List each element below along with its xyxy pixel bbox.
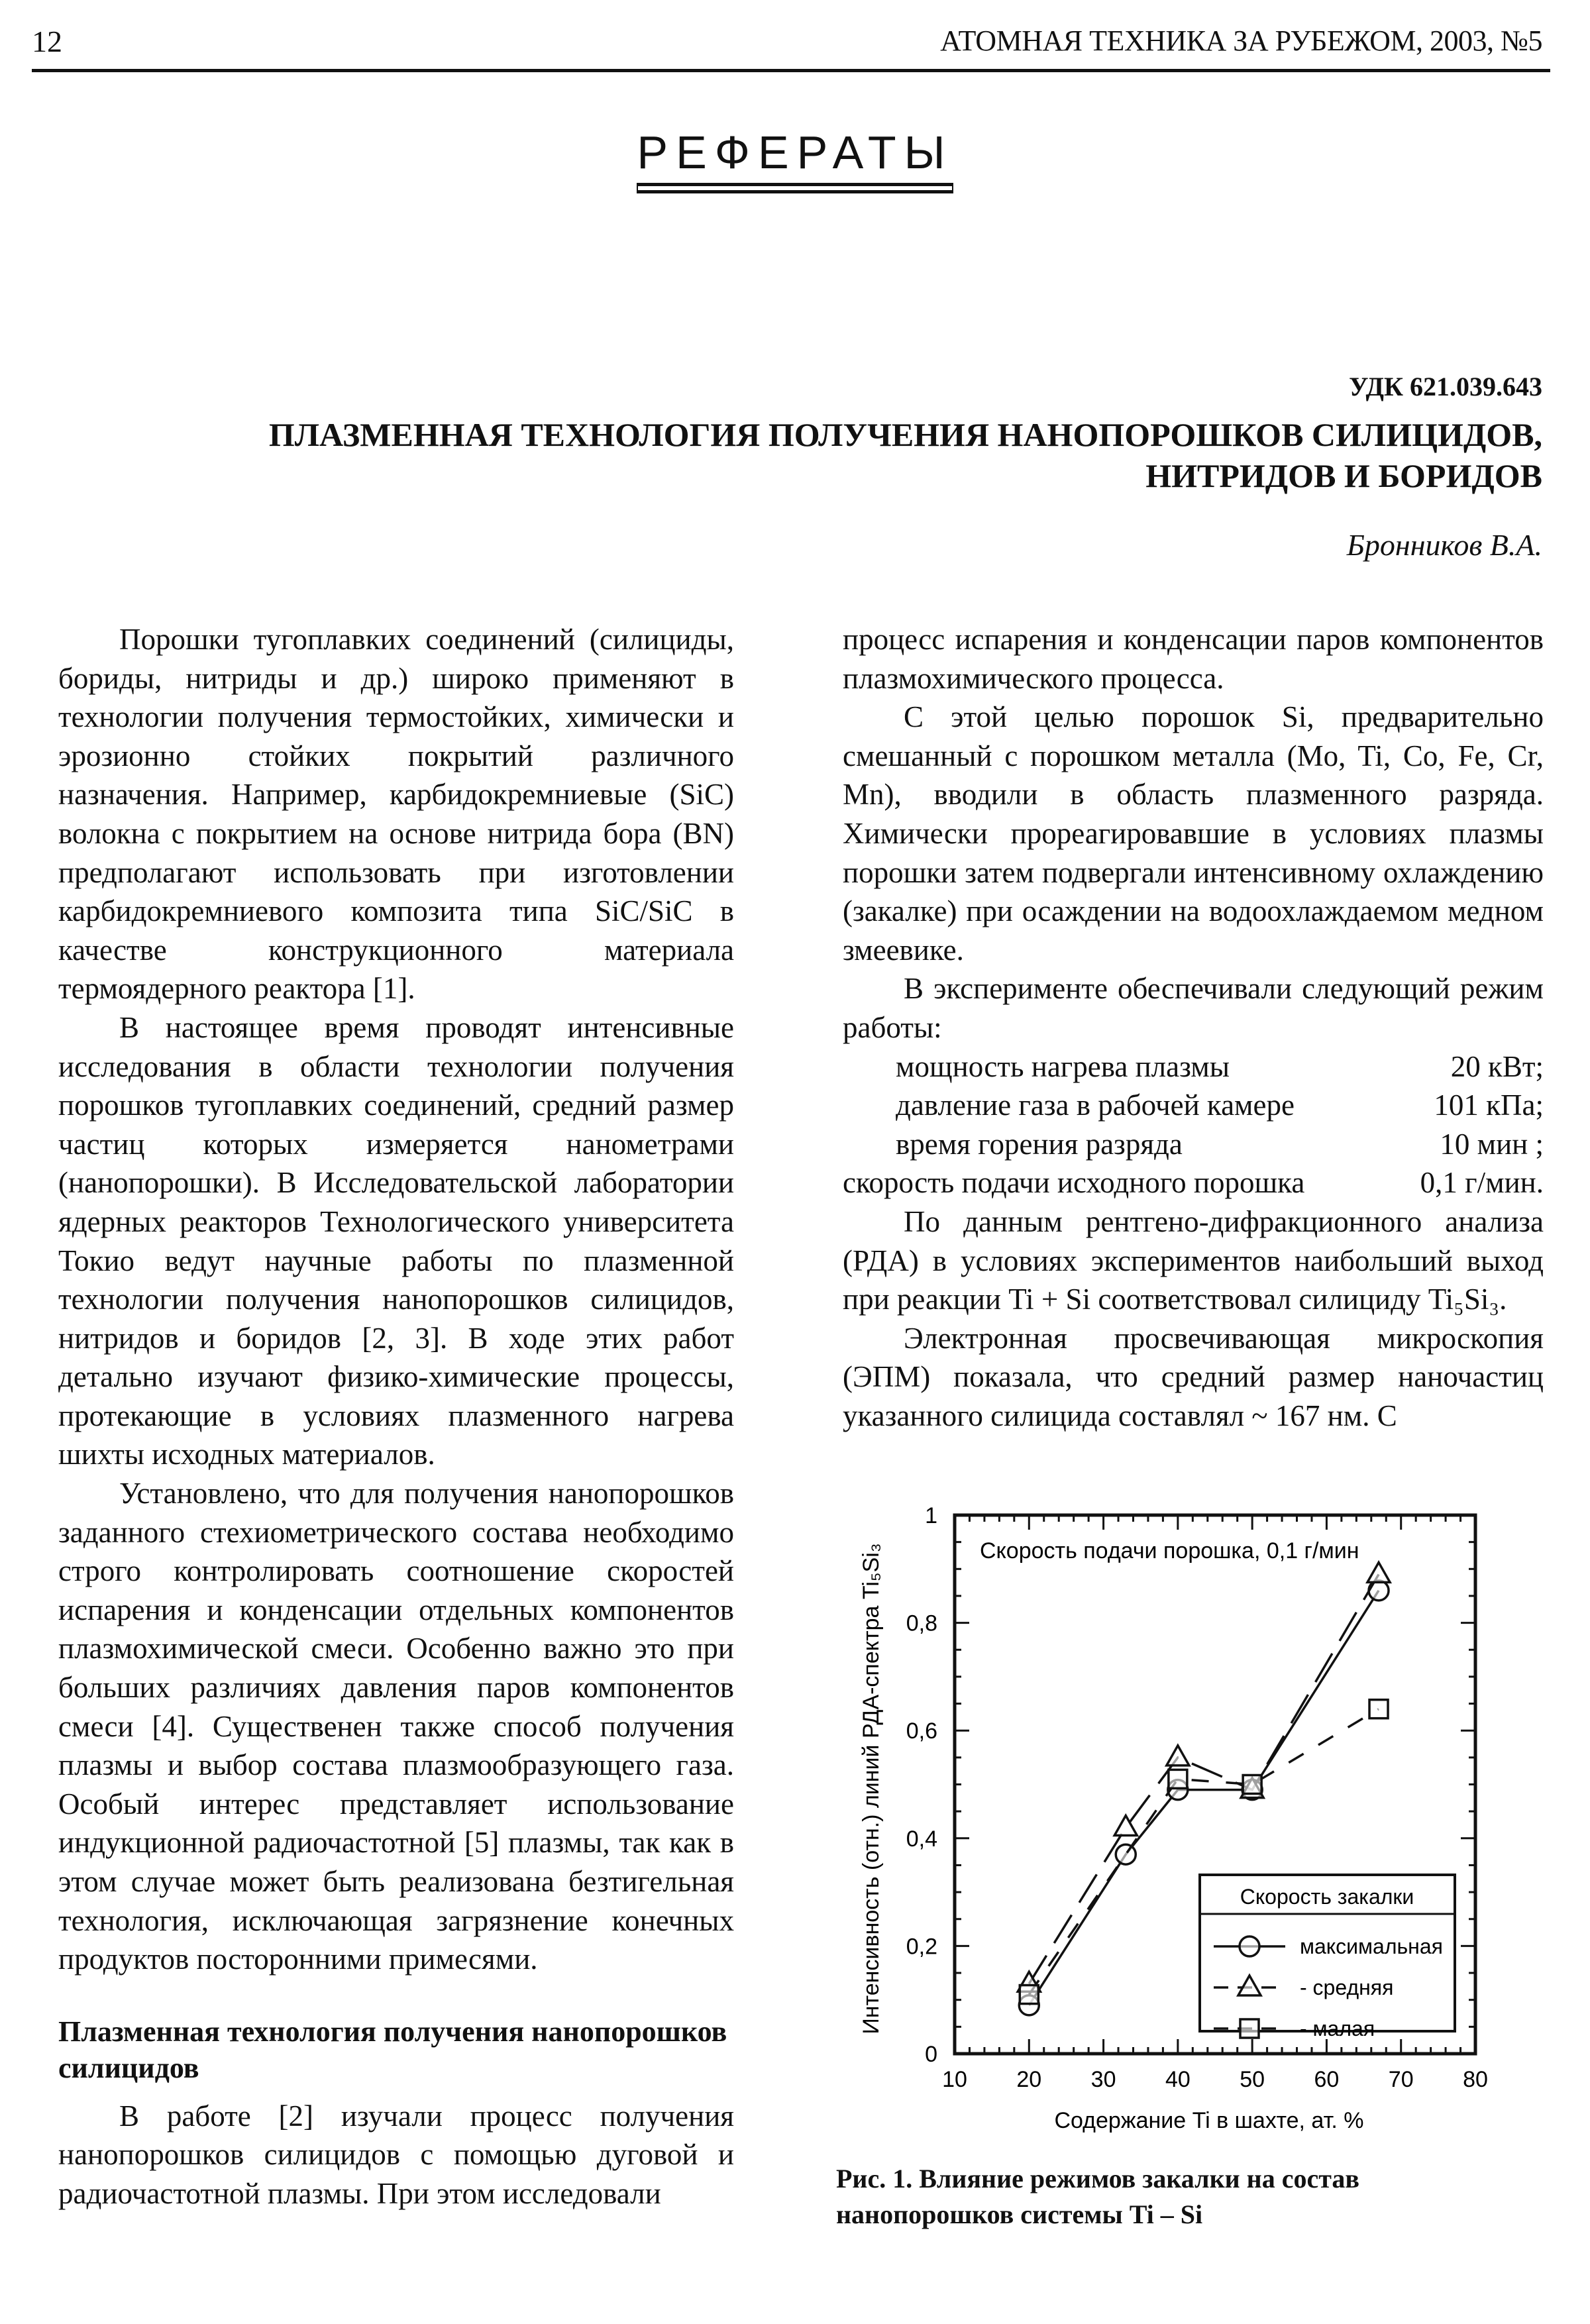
- data-point-square: [1369, 1700, 1388, 1718]
- x-tick-label: 20: [1016, 2067, 1042, 2092]
- param-row: [843, 1125, 1544, 1164]
- section-heading: [0, 126, 1590, 186]
- title-line-1: ПЛАЗМЕННАЯ ТЕХНОЛОГИЯ ПОЛУЧЕНИЯ НАНОПОРОШКОВ СИЛИЦИДОВ,: [268, 416, 1542, 453]
- section-title: РЕФЕРАТЫ: [637, 126, 953, 186]
- legend: [1200, 1875, 1455, 2040]
- x-tick-label: 30: [1090, 2067, 1116, 2092]
- data-point-square: [1243, 1775, 1261, 1794]
- x-axis-label: Содержание Ti в шахте, ат. %: [1054, 2108, 1364, 2133]
- legend-title: Скорость закалки: [1240, 1885, 1414, 1909]
- udk-code: УДК 621.039.643: [1349, 372, 1542, 401]
- data-point-circle: [1369, 1581, 1389, 1601]
- subheading: Плазменная технология получения нанопорошков силицидов: [58, 2015, 727, 2084]
- paragraph: Установлено, что для получения нанопорошков заданного стехиометрического состава необходимо строго контролировать соотношение скоростей испарения и конденсации отдельных компонентов плазмохимической смеси. Особенно важно это при больших различиях давления паров компонентов смеси [4]. Существенен также способ получения плазмы и выбор состава плазмообразующего газа. Особый интерес представляет использование индукционной радиочастотной [5] плазмы, так как в этом случае может быть реализована безтигельная технология, исключающая загрязнение конечных продуктов посторонними примесями.: [58, 1477, 734, 1976]
- figure-chart: [822, 1497, 1524, 2160]
- param-name: скорость подачи исходного порошка: [843, 1166, 1305, 1200]
- legend-label: - малая: [1300, 2017, 1375, 2040]
- param-value: 10 мин ;: [1440, 1127, 1544, 1161]
- param-value: 101 кПа;: [1434, 1088, 1544, 1122]
- paragraph: С этой целью порошок Si, предварительно смешанный с порошком металла (Mo, Ti, Co, Fe, Cr, Mn), вводили в область плазменного разряда. Химически прореагировавшие в условиях плазмы порошки затем подвергали интенсивному охлаждению (закалке) при осаждении на водоохлаждаемом медном змеевике.: [843, 700, 1544, 967]
- right-column: [843, 620, 1544, 1435]
- header-rule: [32, 69, 1550, 72]
- x-tick-label: 60: [1314, 2067, 1340, 2092]
- data-point-triangle: [1167, 1746, 1189, 1766]
- y-tick-label: 0,8: [906, 1611, 937, 1636]
- legend-marker-square: [1240, 2019, 1259, 2038]
- y-tick-label: 1: [925, 1503, 937, 1528]
- page-number: 12: [32, 25, 62, 58]
- param-row: [843, 1086, 1544, 1125]
- y-tick-label: 0,6: [906, 1718, 937, 1744]
- y-tick-label: 0,2: [906, 1934, 937, 1960]
- paragraph: В работе [2] изучали процесс получения нанопорошков силицидов с помощью дуговой и радиочастотной плазмы. При этом исследовали: [58, 2099, 734, 2210]
- legend-label: - средняя: [1300, 1976, 1394, 1999]
- legend-label: максимальная: [1300, 1934, 1443, 1958]
- chart-annotation: Скорость подачи порошка, 0,1 г/мин: [980, 1538, 1359, 1563]
- figure-caption: Рис. 1. Влияние режимов закалки на состав нанопорошков системы Ti – Si: [836, 2164, 1359, 2229]
- title-line-2: НИТРИДОВ И БОРИДОВ: [1145, 457, 1542, 494]
- paragraph: процесс испарения и конденсации паров компонентов плазмохимического процесса.: [843, 623, 1544, 695]
- data-point-square: [1169, 1769, 1187, 1788]
- legend-marker-circle: [1240, 1936, 1259, 1956]
- data-point-square: [1020, 1985, 1038, 2004]
- x-tick-label: 10: [942, 2067, 967, 2092]
- x-tick-label: 50: [1240, 2067, 1265, 2092]
- param-name: давление газа в рабочей камере: [896, 1088, 1295, 1122]
- journal-header: АТОМНАЯ ТЕХНИКА ЗА РУБЕЖОМ, 2003, №5: [940, 25, 1542, 57]
- x-tick-label: 80: [1463, 2067, 1488, 2092]
- paragraph: Порошки тугоплавких соединений (силициды, бориды, нитриды и др.) широко применяют в технологии получения термостойких, химически и эрозионно стойких покрытий различного назначения. Например, карбидокремниевые (SiC) волокна с покрытием на основе нитрида бора (BN) предполагают использовать при изготовлении карбидокремниевого композита типа SiC/SiC в качестве конструкционного материала термоядерного реактора [1].: [58, 623, 734, 1006]
- y-tick-label: 0,4: [906, 1826, 937, 1852]
- param-row: [843, 1163, 1544, 1202]
- param-value: 20 кВт;: [1450, 1049, 1544, 1083]
- author: Бронников В.А.: [1346, 528, 1542, 562]
- param-value: 0,1 г/мин.: [1420, 1166, 1544, 1200]
- paragraph: В эксперименте обеспечивали следующий режим работы:: [843, 972, 1544, 1044]
- x-tick-label: 70: [1388, 2067, 1414, 2092]
- y-tick-label: 0: [925, 2042, 937, 2067]
- data-point-triangle: [1367, 1562, 1390, 1582]
- paragraph: В настоящее время проводят интенсивные исследования в области технологии получения порошков тугоплавких соединений, средний размер частиц которых измеряется нанометрами (нанопорошки). В Исследовательской лаборатории ядерных реакторов Технологического университета Токио ведут научные работы по плазменной технологии получения нанопорошков силицидов, нитридов и боридов [2, 3]. В ходе этих работ детально изучают физико-химические процессы, протекающие в условиях плазменного нагрева шихты исходных материалов.: [58, 1010, 734, 1471]
- paragraph: По данным рентгено-дифракционного анализа (РДА) в условиях экспериментов наибольший выход при реакции Ti + Si соответствовал силициду Ti₅Si₃.: [843, 1204, 1544, 1316]
- param-row: [843, 1047, 1544, 1086]
- x-tick-label: 40: [1165, 2067, 1191, 2092]
- param-name: время горения разряда: [896, 1127, 1183, 1161]
- paragraph: Электронная просвечивающая микроскопия (ЭПМ) показала, что средний размер наночастиц указанного силицида составлял ~ 167 нм. С: [843, 1321, 1544, 1432]
- y-axis-label: Интенсивность (отн.) линий РДА-спектра Ti₅Si₃: [859, 1543, 884, 2034]
- param-name: мощность нагрева плазмы: [896, 1049, 1230, 1083]
- article-title: [151, 414, 1542, 496]
- left-column: [58, 620, 734, 2213]
- data-point-circle: [1116, 1844, 1136, 1864]
